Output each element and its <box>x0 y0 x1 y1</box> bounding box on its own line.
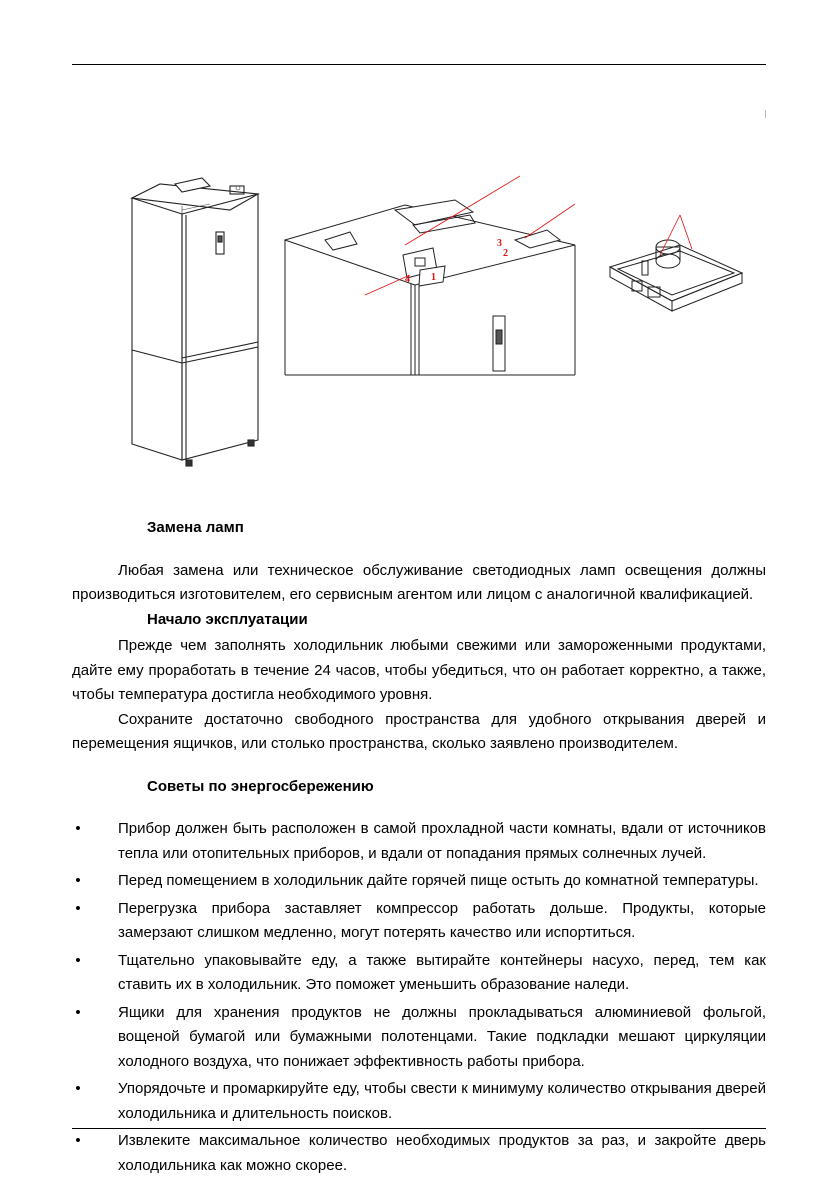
fridge-front-icon <box>120 170 280 475</box>
bullet-icon: • <box>75 872 81 889</box>
bullet-icon: • <box>75 820 81 837</box>
callout-1: 1 <box>431 272 436 283</box>
callout-3: 3 <box>497 238 502 249</box>
callout-2: 2 <box>503 248 508 259</box>
list-item-text: Упорядочьте и промаркируйте еду, чтобы свести к минимуму количество открывания дверей холодильника и длительность поисков. <box>118 1080 766 1122</box>
footer-rule <box>72 1128 766 1129</box>
callout-4: 4 <box>405 274 410 285</box>
bullet-icon: • <box>75 899 81 917</box>
energy-tips-list <box>72 817 766 1178</box>
bullet-icon: • <box>75 1132 81 1149</box>
list-item-text: Ящики для хранения продуктов не должны прокладываться алюминиевой фольгой, вощеной бумагой или бумажными полотенцами. Такие подкладки мешают циркуляции холодного воздуха, что понижает эффективность работы прибора. <box>118 1003 766 1070</box>
list-item <box>72 869 766 894</box>
lamp-cover-part-icon <box>610 215 755 335</box>
list-item-text: Перед помещением в холодильник дайте горячей пище остыть до комнатной температуры. <box>118 872 759 889</box>
margin-mark <box>765 110 766 118</box>
paragraph-startup-2: Сохраните достаточно свободного пространства для удобного открывания дверей и перемещения ящичков, или столько пространства, сколько заявлено производителем. <box>72 710 766 752</box>
paragraph-lamp-replacement: Любая замена или техническое обслуживание светодиодных ламп освещения должны производиться изготовителем, его сервисным агентом или лицом с аналогичной квалификацией. <box>72 561 766 603</box>
list-item-text: Извлеките максимальное количество необходимых продуктов за раз, и закройте дверь холодильника как можно скорее. <box>118 1132 766 1174</box>
list-item-text: Прибор должен быть расположен в самой прохладной части комнаты, вдали от источников тепла или отопительных приборов, и вдали от попадания прямых солнечных лучей. <box>118 820 766 862</box>
list-item <box>72 1129 766 1178</box>
list-item <box>72 949 766 998</box>
bullet-icon: • <box>75 951 81 969</box>
paragraph-startup-1: Прежде чем заполнять холодильник любыми свежими или замороженными продуктами, дайте ему проработать в течение 24 часов, чтобы убедиться, что он работает корректно, а также, чтобы температура достигла необходимого уровня. <box>72 637 766 703</box>
list-item-text: Тщательно упаковывайте еду, а также вытирайте контейнеры насухо, перед, тем как ставить их в холодильник. Это поможет уменьшить образование наледи. <box>118 951 766 993</box>
figure-lamp-replacement <box>120 170 770 480</box>
fridge-top-detail-icon <box>285 170 585 380</box>
heading-energy-tips: Советы по энергосбережению <box>147 777 374 795</box>
list-item <box>72 817 766 866</box>
bullet-icon: • <box>75 1003 81 1021</box>
header-rule <box>72 64 766 65</box>
list-item <box>72 1001 766 1075</box>
list-item <box>72 897 766 946</box>
heading-startup: Начало эксплуатации <box>147 610 308 628</box>
main-text <box>72 516 766 1181</box>
list-item <box>72 1077 766 1126</box>
heading-lamp-replacement: Замена ламп <box>147 519 244 536</box>
bullet-icon: • <box>75 1080 81 1097</box>
list-item-text: Перегрузка прибора заставляет компрессор работать дольше. Продукты, которые замерзают слишком медленно, могут потерять качество или испортиться. <box>118 899 766 941</box>
